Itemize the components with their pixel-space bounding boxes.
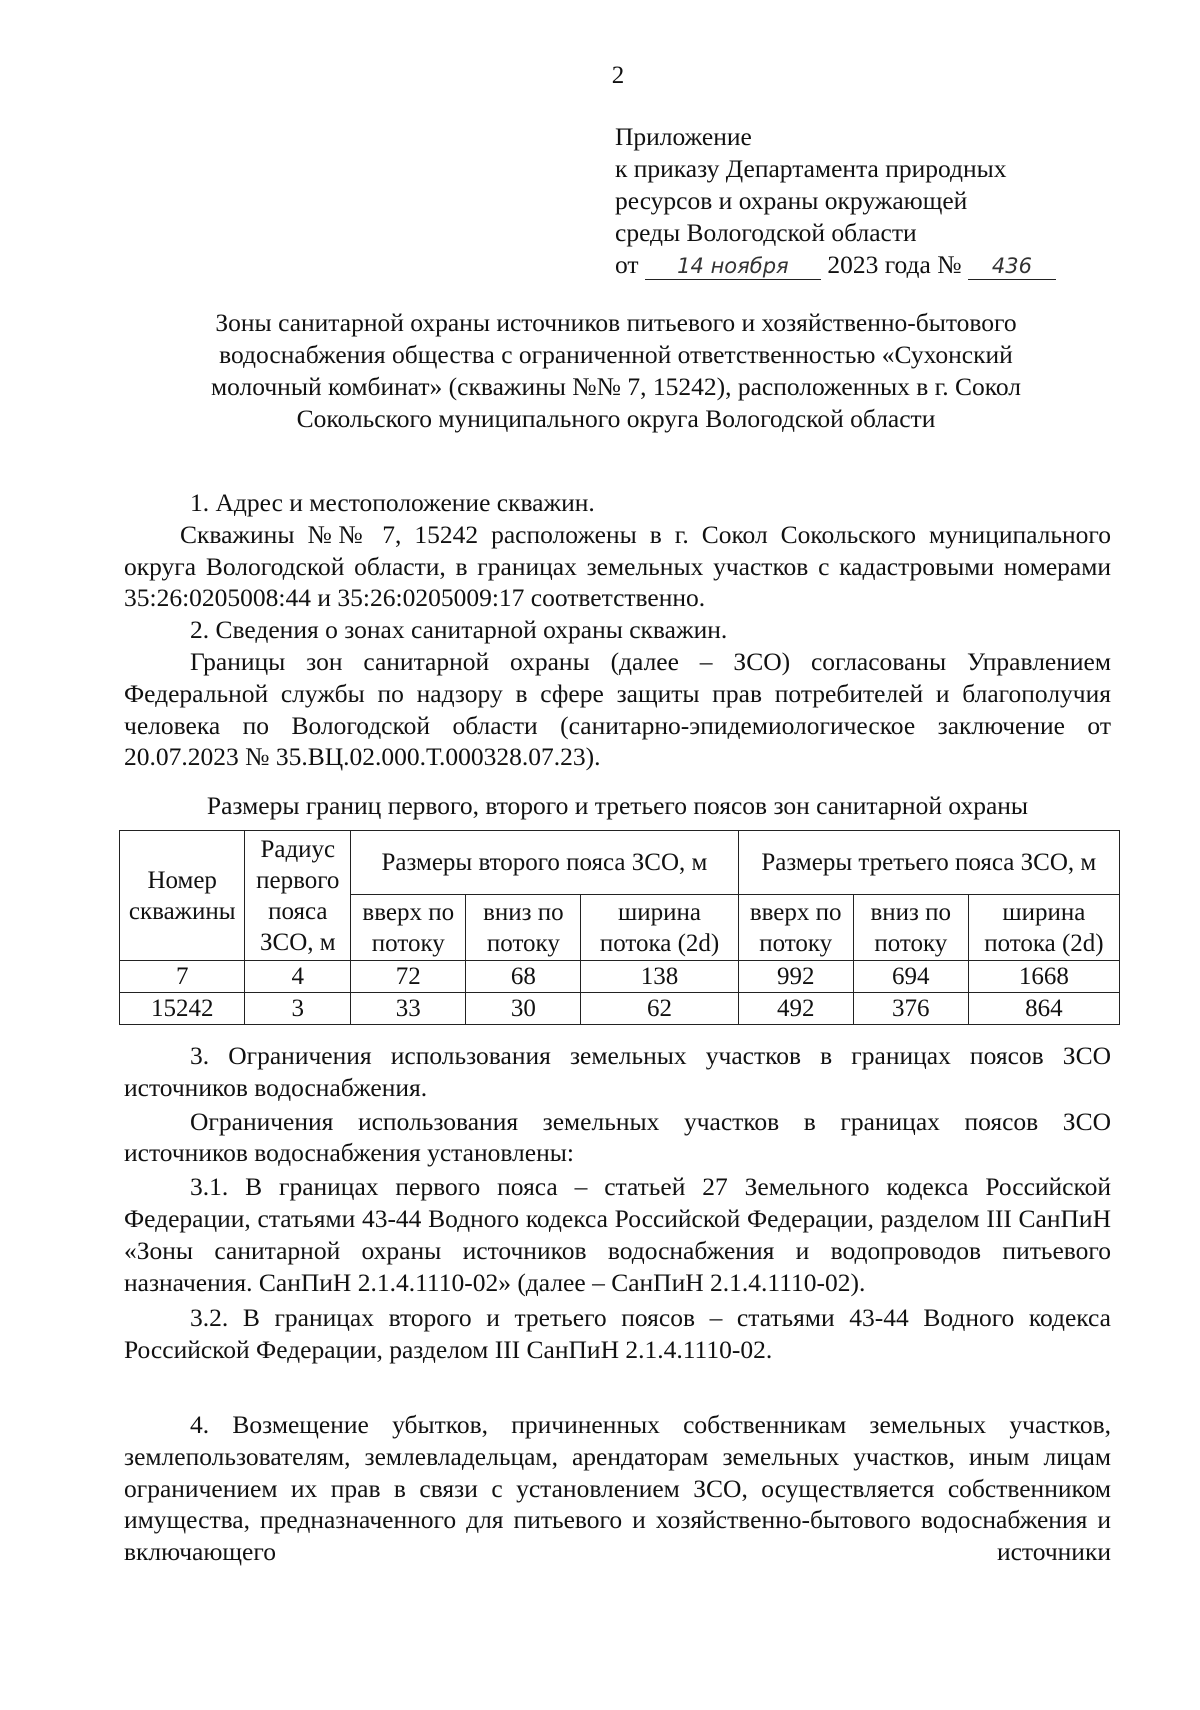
table-cell: 138 bbox=[581, 961, 738, 993]
header-well-number: Номер скважины bbox=[120, 831, 245, 961]
table-cell: 68 bbox=[466, 961, 581, 993]
table-cell: 694 bbox=[853, 961, 968, 993]
annex-title: Приложение bbox=[615, 122, 752, 151]
table-cell: 992 bbox=[738, 961, 853, 993]
table-cell: 376 bbox=[853, 993, 968, 1025]
section-3-1-text: 3.1. В границах первого пояса – статьей 27 Земельного кодекса Российской Федерации, статьями 43-44 Водного кодекса Российской Федерации, разделом III СанПиН «Зоны санитарной охраны источников водоснабжения и водопроводов питьевого назначения. СанПиН 2.1.4.1110-02» (далее – СанПиН 2.1.4.1110-02). bbox=[124, 1172, 1111, 1297]
section-3 bbox=[124, 1040, 1111, 1366]
table-row bbox=[120, 961, 1120, 993]
section-2-heading: 2. Сведения о зонах санитарной охраны скважин. bbox=[190, 615, 728, 645]
section-3-heading: 3. Ограничения использования земельных участков в границах поясов ЗСО источников водоснабжения. bbox=[124, 1041, 1111, 1102]
table-cell: 15242 bbox=[120, 993, 245, 1025]
table-cell: 492 bbox=[738, 993, 853, 1025]
section-3-text: Ограничения использования земельных участков в границах поясов ЗСО источников водоснабжения установлены: bbox=[124, 1106, 1111, 1168]
table-cell: 864 bbox=[968, 993, 1119, 1025]
table-cell: 62 bbox=[581, 993, 738, 1025]
page-number: 2 bbox=[611, 62, 625, 89]
table-cell: 7 bbox=[120, 961, 245, 993]
header-second-belt: Размеры второго пояса ЗСО, м bbox=[351, 831, 738, 895]
table-cell: 4 bbox=[245, 961, 351, 993]
title-line: водоснабжения общества с ограниченной ответственностью «Сухонский bbox=[219, 340, 1013, 369]
table-cell: 72 bbox=[351, 961, 466, 993]
header-first-belt-radius: Радиус первого пояса ЗСО, м bbox=[245, 831, 351, 961]
section-3-2-text: 3.2. В границах второго и третьего поясов – статьями 43-44 Водного кодекса Российской Федерации, разделом III СанПиН 2.1.4.1110-02. bbox=[124, 1303, 1111, 1365]
section-4-text: 4. Возмещение убытков, причиненных собственникам земельных участков, землепользователям, землевладельцам, арендаторам земельных участков, иным лицам ограничением их прав в связи с установлением ЗСО, осуществляется собственником имущества, предназначенного для питьевого и хозяйственно-бытового водоснабжения и включающего источники bbox=[124, 1410, 1111, 1567]
table-cell: 33 bbox=[351, 993, 466, 1025]
header-upstream: вверх по потоку bbox=[351, 895, 466, 961]
document-title bbox=[130, 307, 1102, 435]
handwritten-number: 436 bbox=[968, 253, 1056, 280]
section-1-text: Скважины №№ 7, 15242 расположены в г. Сокол Сокольского муниципального округа Вологодской области, в границах земельных участков с кадастровыми номерами 35:26:0205008:44 и 35:26:0205009:17 соответственно. bbox=[124, 519, 1111, 613]
annex-line: среды Вологодской области bbox=[615, 218, 917, 247]
section-4 bbox=[124, 1409, 1111, 1568]
table-cell: 1668 bbox=[968, 961, 1119, 993]
annex-year: 2023 года № bbox=[827, 250, 962, 279]
section-2-text: Границы зон санитарной охраны (далее – ЗСО) согласованы Управлением Федеральной службы по надзору в сфере защиты прав потребителей и благополучия человека по Вологодской области (санитарно-эпидемиологическое заключение от 20.07.2023 № 35.ВЦ.02.000.Т.000328.07.23). bbox=[124, 646, 1111, 772]
annex-line: ресурсов и охраны окружающей bbox=[615, 186, 968, 215]
annex-from: от bbox=[615, 250, 639, 279]
table-cell: 3 bbox=[245, 993, 351, 1025]
table-cell: 30 bbox=[466, 993, 581, 1025]
handwritten-date: 14 ноября bbox=[645, 253, 821, 280]
header-downstream: вниз по потоку bbox=[853, 895, 968, 961]
header-downstream: вниз по потоку bbox=[466, 895, 581, 961]
title-line: Сокольского муниципального округа Вологодской области bbox=[296, 404, 936, 433]
header-third-belt: Размеры третьего пояса ЗСО, м bbox=[738, 831, 1119, 895]
header-upstream: вверх по потоку bbox=[738, 895, 853, 961]
header-width: ширина потока (2d) bbox=[968, 895, 1119, 961]
zso-dimensions-table bbox=[119, 830, 1120, 1025]
table-caption: Размеры границ первого, второго и третьего поясов зон санитарной охраны bbox=[206, 791, 1029, 820]
section-1-2 bbox=[124, 487, 1111, 773]
title-line: Зоны санитарной охраны источников питьевого и хозяйственно-бытового bbox=[215, 308, 1017, 337]
annex-line: к приказу Департамента природных bbox=[615, 154, 1007, 183]
section-1-heading: 1. Адрес и местоположение скважин. bbox=[190, 488, 595, 517]
annex-date-line bbox=[615, 249, 1056, 281]
annex-header bbox=[615, 121, 1056, 281]
header-width: ширина потока (2d) bbox=[581, 895, 738, 961]
table-row bbox=[120, 993, 1120, 1025]
title-line: молочный комбинат» (скважины №№ 7, 15242), расположенных в г. Сокол bbox=[210, 372, 1022, 401]
